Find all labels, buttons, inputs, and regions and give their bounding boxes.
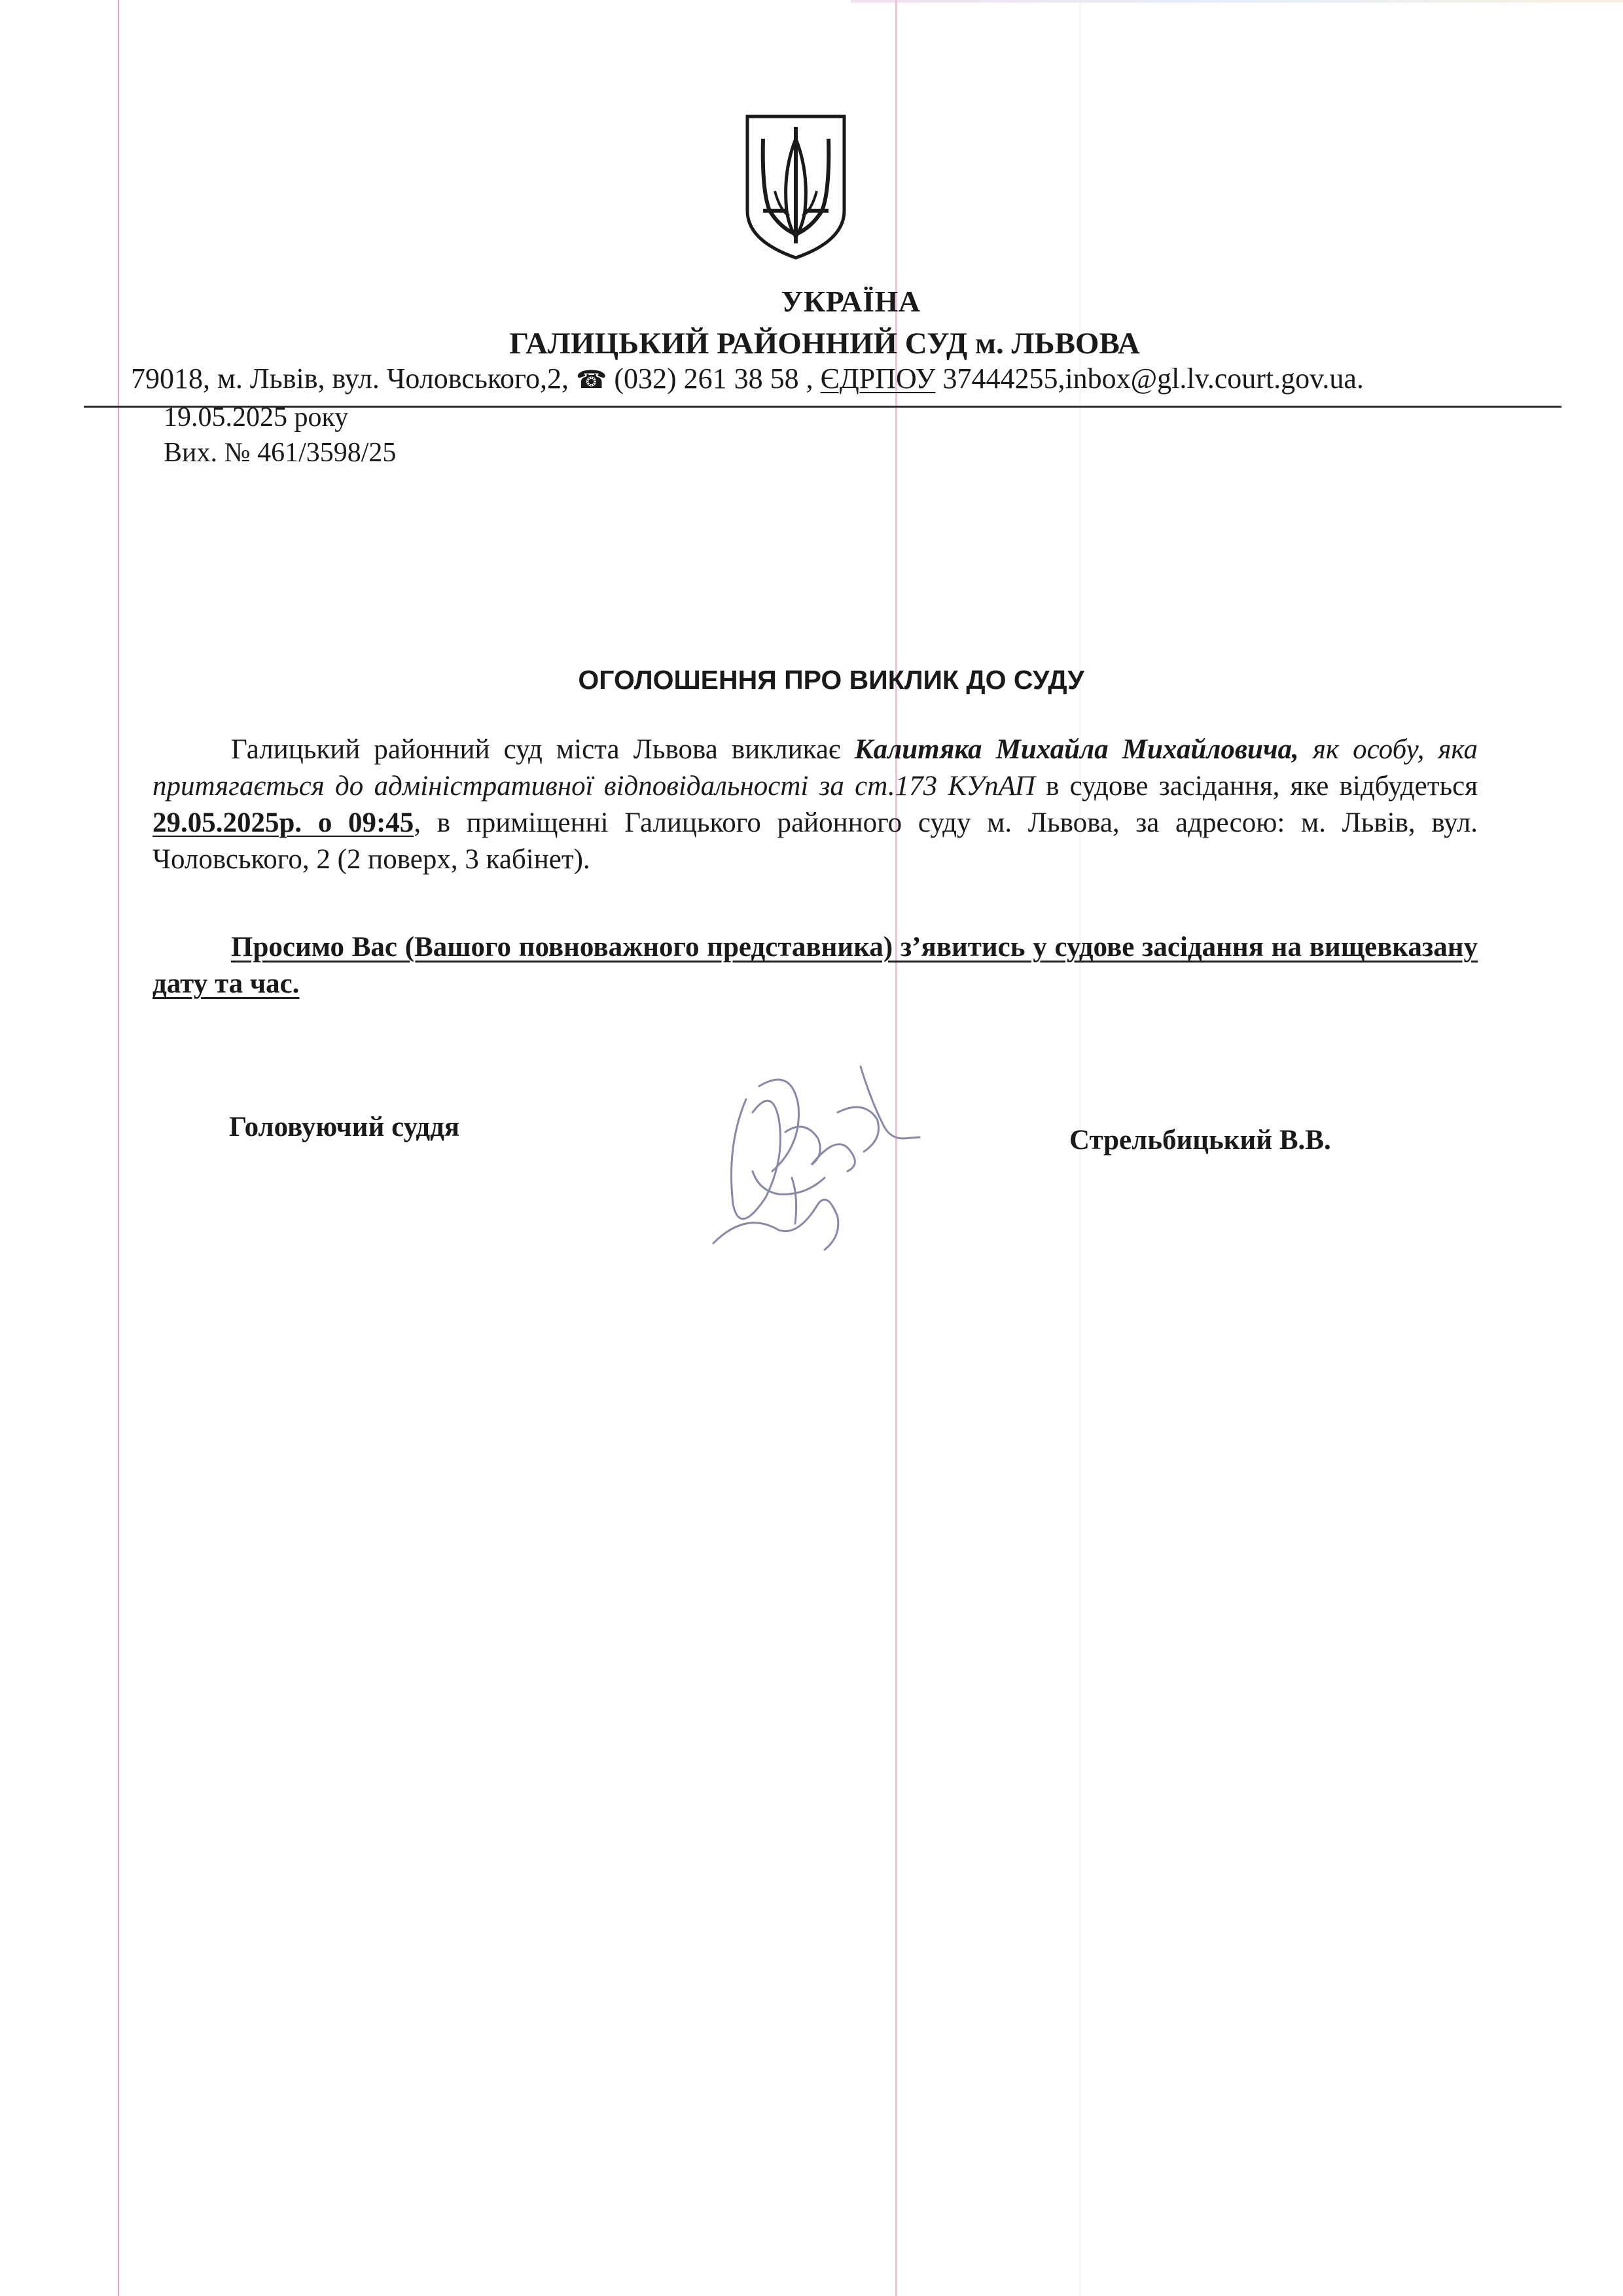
phone-icon: ☎ bbox=[576, 365, 607, 394]
outgoing-number: Вих. № 461/3598/25 bbox=[164, 438, 397, 468]
country-heading: УКРАЇНА bbox=[781, 285, 921, 318]
hearing-datetime: 29.05.2025р. о 09:45 bbox=[152, 807, 414, 838]
court-address-line bbox=[131, 362, 1558, 395]
paragraph-text: , в приміщенні Галицького районного суду м. Львова, за адресою: м. Львів, вул. Чоловського, 2 (2 поверх, 3 кабінет). bbox=[152, 807, 1478, 875]
edrpou-label: ЄДРПОУ bbox=[820, 362, 936, 395]
court-heading: ГАЛИЦЬКИЙ РАЙОННИЙ СУД м. ЛЬВОВА bbox=[509, 327, 1140, 361]
handwritten-signature bbox=[687, 1040, 923, 1263]
notice-title: ОГОЛОШЕННЯ ПРО ВИКЛИК ДО СУДУ bbox=[578, 665, 1084, 695]
legal-basis: як особу, яка притягається до адміністративної відповідальності за ст.173 КУпАП bbox=[152, 734, 1478, 802]
summoned-person-name: Калитяка Михайла Михайловича, bbox=[854, 734, 1299, 765]
scan-artifact-top bbox=[851, 0, 1623, 3]
paragraph-text: Галицький районний суд міста Львова викликає bbox=[231, 734, 855, 765]
coat-of-arms-icon bbox=[743, 113, 848, 262]
signatory-role: Головуючий суддя bbox=[229, 1112, 460, 1142]
edrpou-email: 37444255,inbox@gl.lv.court.gov.ua. bbox=[935, 362, 1364, 395]
document-date: 19.05.2025 року bbox=[164, 402, 349, 433]
phone-number: (032) 261 38 58 , bbox=[614, 362, 813, 395]
appearance-request: Просимо Вас (Вашого повноважного представника) з’явитись у судове засідання на вищевказану дату та час. bbox=[152, 932, 1478, 999]
paragraph-text: в судове засідання, яке відбудеться bbox=[1035, 771, 1478, 802]
notice-paragraph bbox=[152, 732, 1478, 878]
signatory-name: Стрельбицький В.В. bbox=[1069, 1125, 1331, 1156]
address-text: 79018, м. Львів, вул. Чоловського,2, bbox=[131, 362, 569, 395]
